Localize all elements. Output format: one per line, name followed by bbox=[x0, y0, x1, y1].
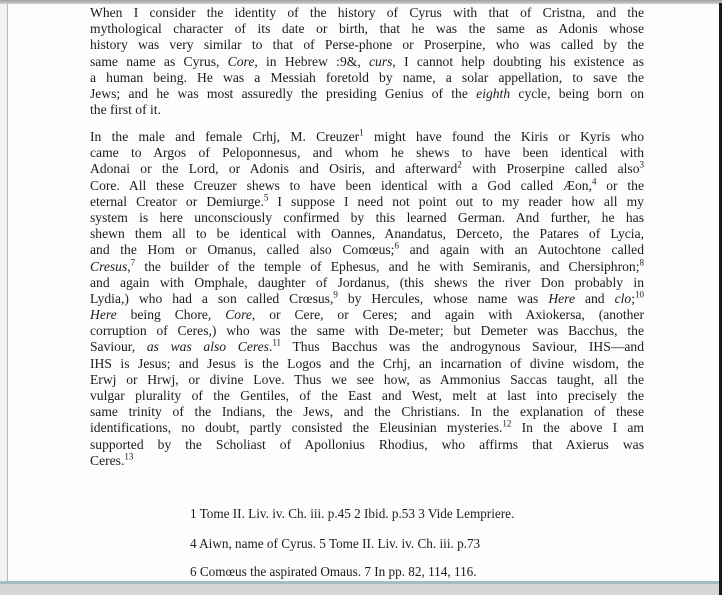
text-line: a human being. He was a Messiah foretold by name, a solar appellation, to save the bbox=[90, 69, 644, 85]
text-line: Lydia,) who had a son called Crœsus,$^9$ by Hercules, whose name was Here and clo;$^{10}$ bbox=[90, 289, 644, 306]
paragraph-creuzer-identifications bbox=[90, 129, 644, 469]
text-line: vulgar plurality of the Gentiles, of the East and West, melt at last into precisely the bbox=[90, 388, 644, 403]
text-line: Saviour, as was also Ceres.$^{11}$ Thus Bacchus was the androgynous Saviour, IHS—and bbox=[90, 337, 644, 355]
text-line: history was very similar to that of Perse-phone or Proserpine, who was called by the bbox=[90, 37, 644, 53]
text-line: IHS is Jesus; and Jesus is the Logos and the Crhj, an incarnation of divine wisdom, the bbox=[90, 355, 644, 371]
page-left-margin bbox=[0, 4, 8, 581]
text-line: Jews; and he was most assuredly the presiding Genius of the eighth cycle, being born on bbox=[90, 85, 644, 101]
text-line: eternal Creator or Demiurge.$^5$ I suppose I need not point out to my reader how all my bbox=[90, 192, 644, 209]
text-line: shewn them all to be identical with Oannes, Anandatus, Derceto, the Patares of Lycia, bbox=[90, 226, 644, 242]
text-line: same trinity of the Indians, the Jews, and the Christians. In the explanation of these bbox=[90, 404, 644, 420]
text-line: supported by the Scholiast of Apollonius Rhodius, who affirms that Axierus was bbox=[90, 436, 644, 452]
text-line: Adonai or the Lord, or Adonis and Osiris, and afterward$^2$ with Proserpine called also$^3$ bbox=[90, 159, 644, 177]
text-line: and the Hom or Omanus, called also Comœus;$^6$ and again with an Autochtone called bbox=[90, 240, 644, 258]
text-line: corruption of Ceres,) who was the same with De-meter; but Demeter was Bacchus, the bbox=[90, 323, 644, 339]
footnote-line-3: 6 Comœus the aspirated Omaus. 7 In pp. 82, 114, 116. bbox=[190, 564, 477, 579]
text-line: mythological character of its date or birth, that he was the same as Adonis whose bbox=[90, 21, 644, 37]
footnote-line-1: 1 Tome II. Liv. iv. Ch. iii. p.45 2 Ibid. p.53 3 Vide Lempriere. bbox=[190, 506, 515, 521]
paragraph-cyrus-cristna bbox=[90, 5, 644, 118]
text-line: came to Argos of Peloponnesus, and whom he shews to have been identical with bbox=[90, 145, 644, 161]
text-line: Here being Chore, Core, or Cere, or Ceres; and again with Axiokersa, (another bbox=[90, 307, 644, 323]
text-line: Cresus,$^7$ the builder of the temple of Ephesus, and he with Semiranis, and Chersiphron;$^8$ bbox=[90, 256, 644, 274]
text-line: identifications, no doubt, partly consisted the Eleusinian mysteries.$^{12}$ In the above I am bbox=[90, 418, 644, 436]
text-line: the first of it. bbox=[90, 102, 161, 118]
text-line: When I consider the identity of the history of Cyrus with that of Cristna, and the bbox=[90, 5, 644, 20]
text-line: system is here unconsciously confirmed by this learned German. And further, he has bbox=[90, 209, 644, 225]
text-line: same name as Cyrus, Core, in Hebrew :9&, curs, I cannot help doubting his existence as bbox=[90, 53, 644, 69]
window-top-edge bbox=[0, 0, 722, 4]
window-bottom-edge bbox=[0, 581, 722, 595]
text-line: In the male and female Crhj, M. Creuzer$^1$ might have found the Kiris or Kyris who bbox=[90, 127, 644, 144]
footnote-line-2: 4 Aiwn, name of Cyrus. 5 Tome II. Liv. iv. Ch. iii. p.73 bbox=[190, 536, 481, 551]
text-line: Ceres.$^{13}$ bbox=[90, 451, 134, 468]
text-line: Core. All these Creuzer shews to have been identical with a God called Æon,$^4$ or the bbox=[90, 176, 644, 193]
text-line: and again with Omphale, daughter of Jordanus, (this shews the river Don probably in bbox=[90, 274, 644, 290]
text-line: Erwj or Hrwj, or divine Love. Thus we see how, as Ammonius Saccas taught, all the bbox=[90, 371, 644, 387]
